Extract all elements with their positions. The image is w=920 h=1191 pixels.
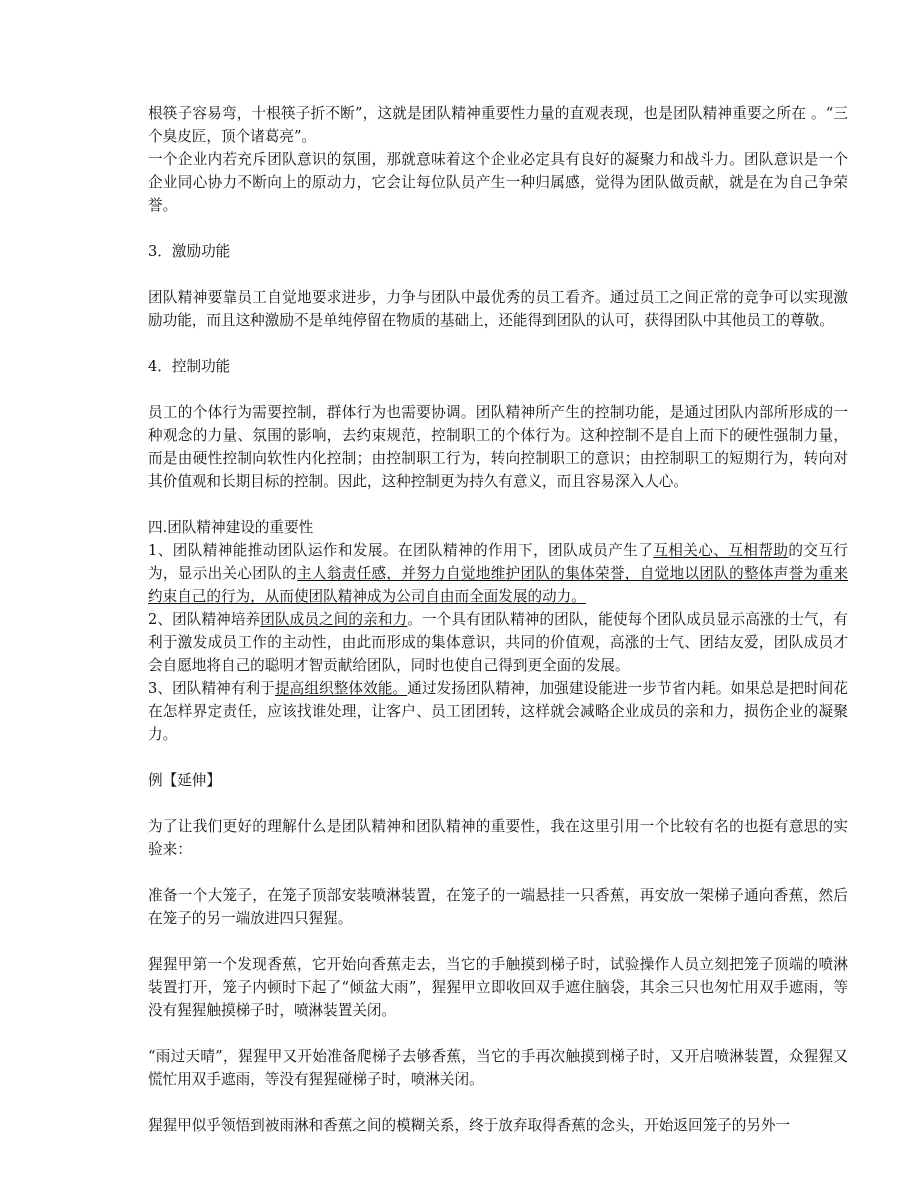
paragraph-chopsticks: 根筷子容易弯，十根筷子折不断”，这就是团队精神重要性力量的直观表现，也是团队精神重要之所在 。“三个臭皮匠，顶个诸葛亮”。 (148, 105, 848, 145)
list-item-3 (148, 677, 848, 746)
underlined-text: 提高组织整体效能。 (274, 680, 408, 697)
item-text: 的交互行为，显示出关心团队的 (148, 542, 848, 582)
document-page (148, 102, 848, 1137)
paragraph-motivation: 团队精神要靠员工自觉地要求进步，力争与团队中最优秀的员工看齐。通过员工之间正常的竞争可以实现激励功能，而且这种激励不是单纯停留在物质的基础上，还能得到团队的认可，获得团队中其他员工的尊敬。 (148, 289, 848, 329)
heading-control: 4．控制功能 (148, 358, 231, 375)
spacer (148, 1022, 848, 1045)
list-item-1 (148, 539, 848, 608)
spacer (148, 332, 848, 355)
underlined-text: 主人翁责任感，并努力自觉地维护团队的集体荣誉，自觉地以团队的整体声誉为重来约束自己的行为，从而使团队精神成为公司自由而全面发展的动力。 (148, 565, 848, 605)
paragraph-give-up: 猩猩甲似乎领悟到被雨淋和香蕉之间的模糊关系，终于放弃取得香蕉的念头，开始返回笼子的另外一 (148, 1117, 791, 1134)
spacer (148, 493, 848, 516)
item-text: 1、团队精神能推动团队运作和发展。在团队精神的作用下，团队成员产生了 (148, 542, 654, 559)
item-text: 2、团队精神培养 (148, 611, 261, 628)
spacer (148, 930, 848, 953)
spacer (148, 1091, 848, 1114)
paragraph-second-attempt: “雨过天晴”，猩猩甲又开始准备爬梯子去够香蕉，当它的手再次触摸到梯子时，又开启喷淋装置，众猩猩又慌忙用双手遮雨，等没有猩猩碰梯子时，喷淋关闭。 (148, 1048, 848, 1088)
spacer (148, 217, 848, 240)
spacer (148, 263, 848, 286)
spacer (148, 861, 848, 884)
spacer (148, 792, 848, 815)
paragraph-setup: 准备一个大笼子，在笼子顶部安装喷淋装置，在笼子的一端悬挂一只香蕉，再安放一架梯子通向香蕉，然后在笼子的另一端放进四只猩猩。 (148, 887, 848, 927)
underlined-text: 互相关心、互相帮助 (653, 542, 789, 559)
item-text: 。一个具有团队精神的团队，能使每个团队成员显示高涨的士气，有利于激发成员工作的主动性，由此而形成的集体意识，共同的价值观，高涨的士气、团结友爱，团队成员才会自愿地将自己的聪明才智贡献给团队，同时也使自己得到更全面的发展。 (148, 611, 848, 674)
list-item-2 (148, 608, 848, 677)
heading-importance: 四.团队精神建设的重要性 (148, 519, 314, 536)
spacer (148, 378, 848, 401)
spacer (148, 746, 848, 769)
heading-motivation: 3．激励功能 (148, 243, 231, 260)
paragraph-team-awareness: 一个企业内若充斥团队意识的氛围，那就意味着这个企业必定具有良好的凝聚力和战斗力。团队意识是一个企业同心协力不断向上的原动力，它会让每位队员产生一种归属感，觉得为团队做贡献，就是在为自己争荣誉。 (148, 151, 848, 214)
heading-example: 例【延伸】 (148, 772, 221, 789)
underlined-text: 团队成员之间的亲和力 (260, 611, 408, 628)
paragraph-first-attempt: 猩猩甲第一个发现香蕉，它开始向香蕉走去，当它的手触摸到梯子时，试验操作人员立刻把笼子顶端的喷淋装置打开，笼子内顿时下起了“倾盆大雨”，猩猩甲立即收回双手遮住脑袋，其余三只也匆忙用双手遮雨，等没有猩猩触摸梯子时，喷淋装置关闭。 (148, 956, 848, 1019)
paragraph-control: 员工的个体行为需要控制，群体行为也需要协调。团队精神所产生的控制功能，是通过团队内部所形成的一种观念的力量、氛围的影响，去约束规范，控制职工的个体行为。这种控制不是自上而下的硬性强制力量，而是由硬性控制向软性内化控制；由控制职工行为，转向控制职工的意识；由控制职工的短期行为，转向对其价值观和长期目标的控制。因此，这种控制更为持久有意义，而且容易深入人心。 (148, 404, 848, 490)
item-text: 3、团队精神有利于 (148, 680, 275, 697)
item-text: 通过发扬团队精神，加强建设能进一步节省内耗。如果总是把时间花在怎样界定责任，应该找谁处理，让客户、员工团团转，这样就会减略企业成员的亲和力，损伤企业的凝聚力。 (148, 680, 848, 743)
paragraph-intro: 为了让我们更好的理解什么是团队精神和团队精神的重要性，我在这里引用一个比较有名的也挺有意思的实验来： (148, 818, 848, 858)
